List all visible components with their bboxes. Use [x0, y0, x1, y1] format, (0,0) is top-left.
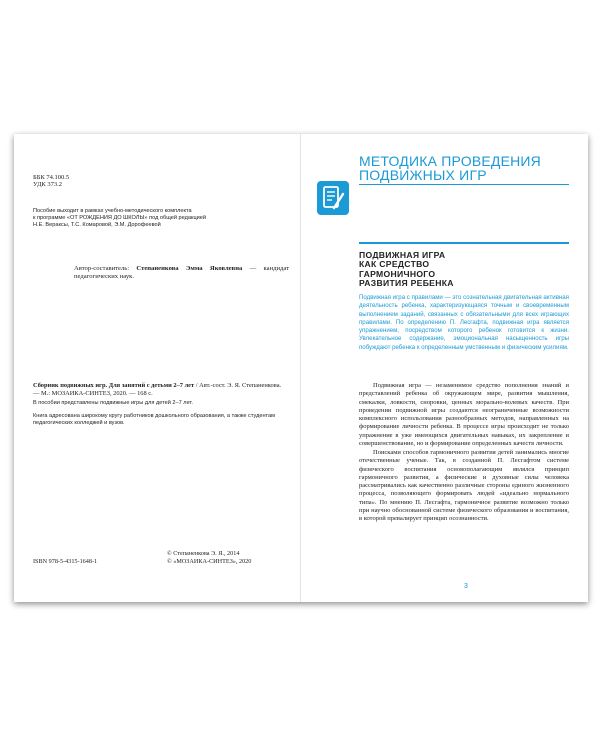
copyright-line: © «МОЗАИКА-СИНТЕЗ», 2020	[167, 557, 252, 565]
section-title-line: ГАРМОНИЧНОГО	[359, 268, 436, 279]
udk-code: УДК 373.2	[33, 181, 62, 189]
book-spread	[14, 134, 588, 602]
document-edit-icon	[317, 181, 349, 215]
document-edit-icon-svg	[317, 181, 349, 215]
chapter-title-line: ПОДВИЖНЫХ ИГР	[359, 167, 487, 183]
chapter-title	[359, 154, 579, 182]
section-title-line: КАК СРЕДСТВО	[359, 259, 430, 270]
bibliographic-details: / Авт.-сост. Э. Я. Степаненкова. — М.: МОЗАИКА-СИНТЕЗ, 2020. — 168 с.	[33, 382, 282, 398]
chapter-divider	[359, 184, 569, 185]
bbk-udk-codes	[33, 174, 69, 189]
section-divider	[359, 242, 569, 244]
section-title	[359, 251, 559, 289]
annotation-content: В пособии представлены подвижные игры для детей 2–7 лет.	[33, 400, 193, 406]
author-block	[74, 265, 289, 282]
author-degree: — кандидат педагогических наук.	[74, 265, 289, 281]
chapter-title-line: МЕТОДИКА ПРОВЕДЕНИЯ	[359, 153, 541, 169]
annotation-audience: Книга адресована широкому кругу работников дошкольного образования, а также студентам педагогических колледжей и вузов.	[33, 413, 275, 427]
isbn: ISBN 978-5-4315-1648-1	[33, 558, 98, 565]
section-title-line: ПОДВИЖНАЯ ИГРА	[359, 250, 446, 260]
body-paragraph: Поисками способов гармоничного развития детей занимались многие отечественные ученые. Так, в созданной П. Лесгафтом системе физического воспитания основополагающим являлся принцип гармоничного развития, а физические и духовные силы человека рассматривались как качественно различные стороны единого жизненного процесса, позволяющего формировать людей «идеально нормального типа». По мнению П. Лесгафта, гармоничное развитие возможно только при научно обоснованной системе физического образования и воспитания, в которой превалирует принцип осознанности.	[359, 449, 569, 522]
body-text	[359, 382, 569, 523]
copyright	[167, 550, 251, 566]
right-page	[301, 134, 588, 602]
book-title: Сборник подвижных игр. Для занятий с детьми 2–7 лет	[33, 382, 195, 389]
series-line: к программе «ОТ РОЖДЕНИЯ ДО ШКОЛЫ» под общей редакцией	[33, 215, 207, 222]
series-note	[33, 208, 288, 230]
section-title-line: РАЗВИТИЯ РЕБЕНКА	[359, 278, 454, 289]
copyright-line: © Степаненкова Э. Я., 2014	[167, 550, 240, 557]
bbk-code: ББК 74.100.5	[33, 174, 70, 181]
bibliographic-entry	[33, 382, 289, 398]
page-number: 3	[464, 583, 468, 590]
author-name: Степаненкова Эмма Яковлевна	[136, 265, 243, 272]
series-line: Н.Е. Вераксы, Т.С. Комаровой, Э.М. Дорофеевой	[33, 222, 161, 229]
intro-paragraph: Подвижная игра с правилами — это сознательная двигательная активная деятельность ребенка, характеризующаяся точным и своевременным выполнением заданий, связанных с обязательными для всех играющих правилами. По определению П. Лесгафта, подвижная игра является упражнением, посредством которого ребенок готовится к жизни. Увлекательное содержание, эмоциональная насыщенность игры побуждают ребенка к определенным умственным и физическим усилиям.	[359, 294, 569, 351]
body-paragraph: Подвижная игра — незаменимое средство пополнения знаний и представлений ребенка об окружающем мире, развития мышления, смекалки, ловкости, сноровки, ценных морально-волевых качеств. При проведении подвижной игры создаются неограниченные возможности комплексного использования разнообразных методов, направленных на формирование личности ребенка. В процессе игры происходит не только упражнение в уже имеющихся двигательных навыках, их закрепление и совершенствование, но и формирование определенных качеств личности.	[359, 382, 569, 447]
author-label: Автор-составитель:	[74, 265, 130, 272]
left-page	[14, 134, 301, 602]
series-line: Пособие выходит в рамках учебно-методического комплекта	[33, 208, 192, 214]
